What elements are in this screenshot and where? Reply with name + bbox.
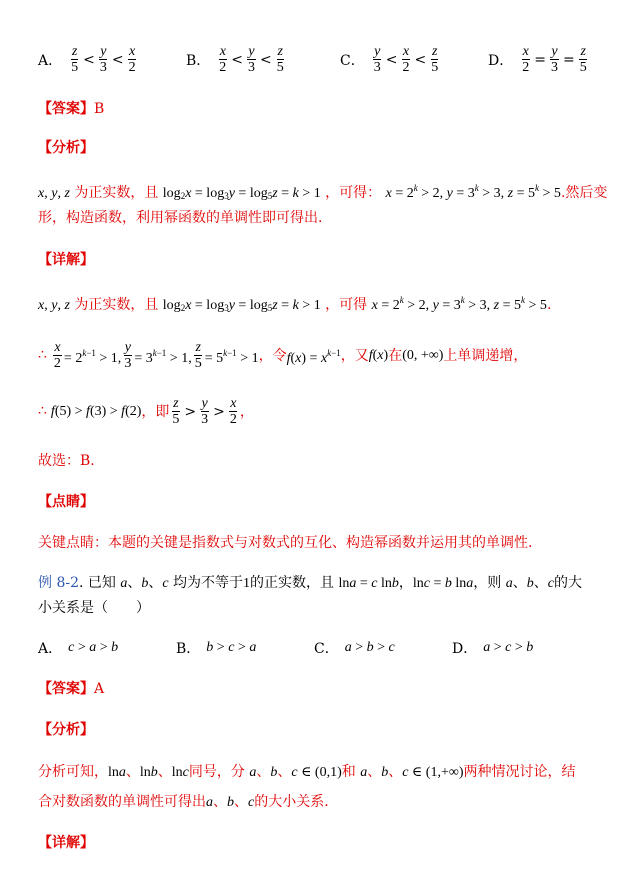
- q1-detail-tag: 【详解】: [38, 252, 94, 268]
- q1-detail-line-3: ∴ f(5) > f(3) > f(2) ，即 $\frac{z}{5}$ > $\frac{y}{3}$ > $\frac{x}{2}$ ，: [38, 396, 254, 427]
- q1-answer-tag: 【答案】: [38, 101, 94, 117]
- q1-point-text: 关键点睛：本题的关键是指数式与对数式的互化、构造幂函数并运用其的单调性.: [38, 535, 533, 551]
- q2-stem-a: . 已知: [79, 575, 116, 591]
- q2-stem-line-2: 小关系是（ ）: [38, 600, 150, 616]
- q1-option-c-label: C．: [340, 52, 365, 69]
- q2-detail-tag: 【详解】: [38, 835, 94, 851]
- q1-detail-text-2c: 在: [388, 347, 403, 364]
- q1-detail-text-1a: 为正实数，且: [74, 297, 159, 313]
- q1-analysis-text-1c: .然后变: [560, 185, 608, 201]
- q1-detail-text-1b: ，可得: [325, 297, 368, 313]
- q1-detail-text-3b: ，: [239, 403, 254, 420]
- q1-option-d: D． $\frac{x}{2}$ = $\frac{y}{3}$ = $\frac{z}{5}$: [488, 44, 587, 75]
- q1-option-b-label: B．: [186, 52, 211, 69]
- q1-choice-line: 故选：B.: [38, 453, 95, 469]
- q1-option-a-label: A．: [38, 52, 63, 69]
- q1-option-d-label: D．: [488, 52, 514, 69]
- q1-answer: [38, 99, 604, 119]
- q2-stem-e: 的大: [553, 575, 582, 591]
- q1-analysis-text-1b: ，可得：: [325, 185, 382, 201]
- q2-stem-b: 均为不等于: [173, 575, 244, 591]
- q2-stem-line-1: 例 8-2. 已知 a、b、c 均为不等于1的正实数，且 lna = c lnb，lnc = b lna，则 a、b、c的大: [38, 575, 582, 591]
- q2-analysis-tag: 【分析】: [38, 722, 94, 738]
- q2-analysis-line-2: 合对数函数的单调性可得出a、b、c的大小关系.: [38, 794, 329, 810]
- q1-detail-text-2d: 上单调递增，: [443, 347, 528, 364]
- q2-label: 例 8-2: [38, 575, 79, 591]
- q2-option-a: A． c > a > b: [38, 640, 119, 657]
- q2-stem-d: ，则: [473, 575, 502, 591]
- q1-answer-value: B: [94, 101, 105, 117]
- q2-stem-c: 的正实数，且: [250, 575, 335, 591]
- q1-detail-line-2: ∴ $\frac{x}{2}$ = $2^{k-1} > 1$, $\frac{y}{3}$ = $3^{k-1} > 1$, $\frac{z}{5}$ = $5^{k-1} > 1$ ，令 $f(x) = x^{k-1}$ ，又 f(x) 在 (0, +∞) 上单调递增，: [38, 340, 528, 371]
- q1-point-tag: 【点睛】: [38, 494, 94, 510]
- q2-option-b: B． b > c > a: [176, 640, 257, 657]
- q1-detail-text-2b: ，又: [340, 347, 369, 364]
- q1-analysis-line-1: x, y, z 为正实数，且 $\log_2x = \log_3y = \log_5z = k > 1$ ，可得： $x = 2^k > 2$, $y = 3^k > 3$, $z = 5^k > 5$.然后变: [38, 183, 608, 201]
- q2-answer: 【答案】A: [38, 681, 105, 697]
- q1-analysis-text-1a: 为正实数，且: [74, 185, 159, 201]
- q1-option-b: B． $\frac{x}{2}$ < $\frac{y}{3}$ < $\frac{z}{5}$: [186, 44, 284, 75]
- q1-detail-line-1: x, y, z 为正实数，且 $\log_2x = \log_3y = \log_5z = k > 1$ ，可得 $x = 2^k > 2$, $y = 3^k > 3$, $z = 5^k > 5$.: [38, 295, 552, 313]
- q1-detail-text-3a: ，即: [141, 403, 170, 420]
- q2-analysis-line-1: 分析可知，lna、lnb、lnc同号，分 a、b、c ∈ (0,1)和 a、b、c ∈ (1,+∞)两种情况讨论，结: [38, 764, 576, 780]
- q2-option-d: D． a > c > b: [452, 640, 534, 657]
- q1-detail-text-2a: ，令: [258, 347, 287, 364]
- q1-analysis-line-2: 形，构造函数，利用幂函数的单调性即可得出.: [38, 210, 323, 226]
- q1-analysis-tag: 【分析】: [38, 140, 94, 156]
- q1-option-c: C． $\frac{y}{3}$ < $\frac{x}{2}$ < $\frac{z}{5}$: [340, 44, 439, 75]
- q1-option-a: A． $\frac{z}{5}$ < $\frac{y}{3}$ < $\frac{x}{2}$: [38, 44, 136, 75]
- q2-option-c: C． a > b > c: [314, 640, 395, 657]
